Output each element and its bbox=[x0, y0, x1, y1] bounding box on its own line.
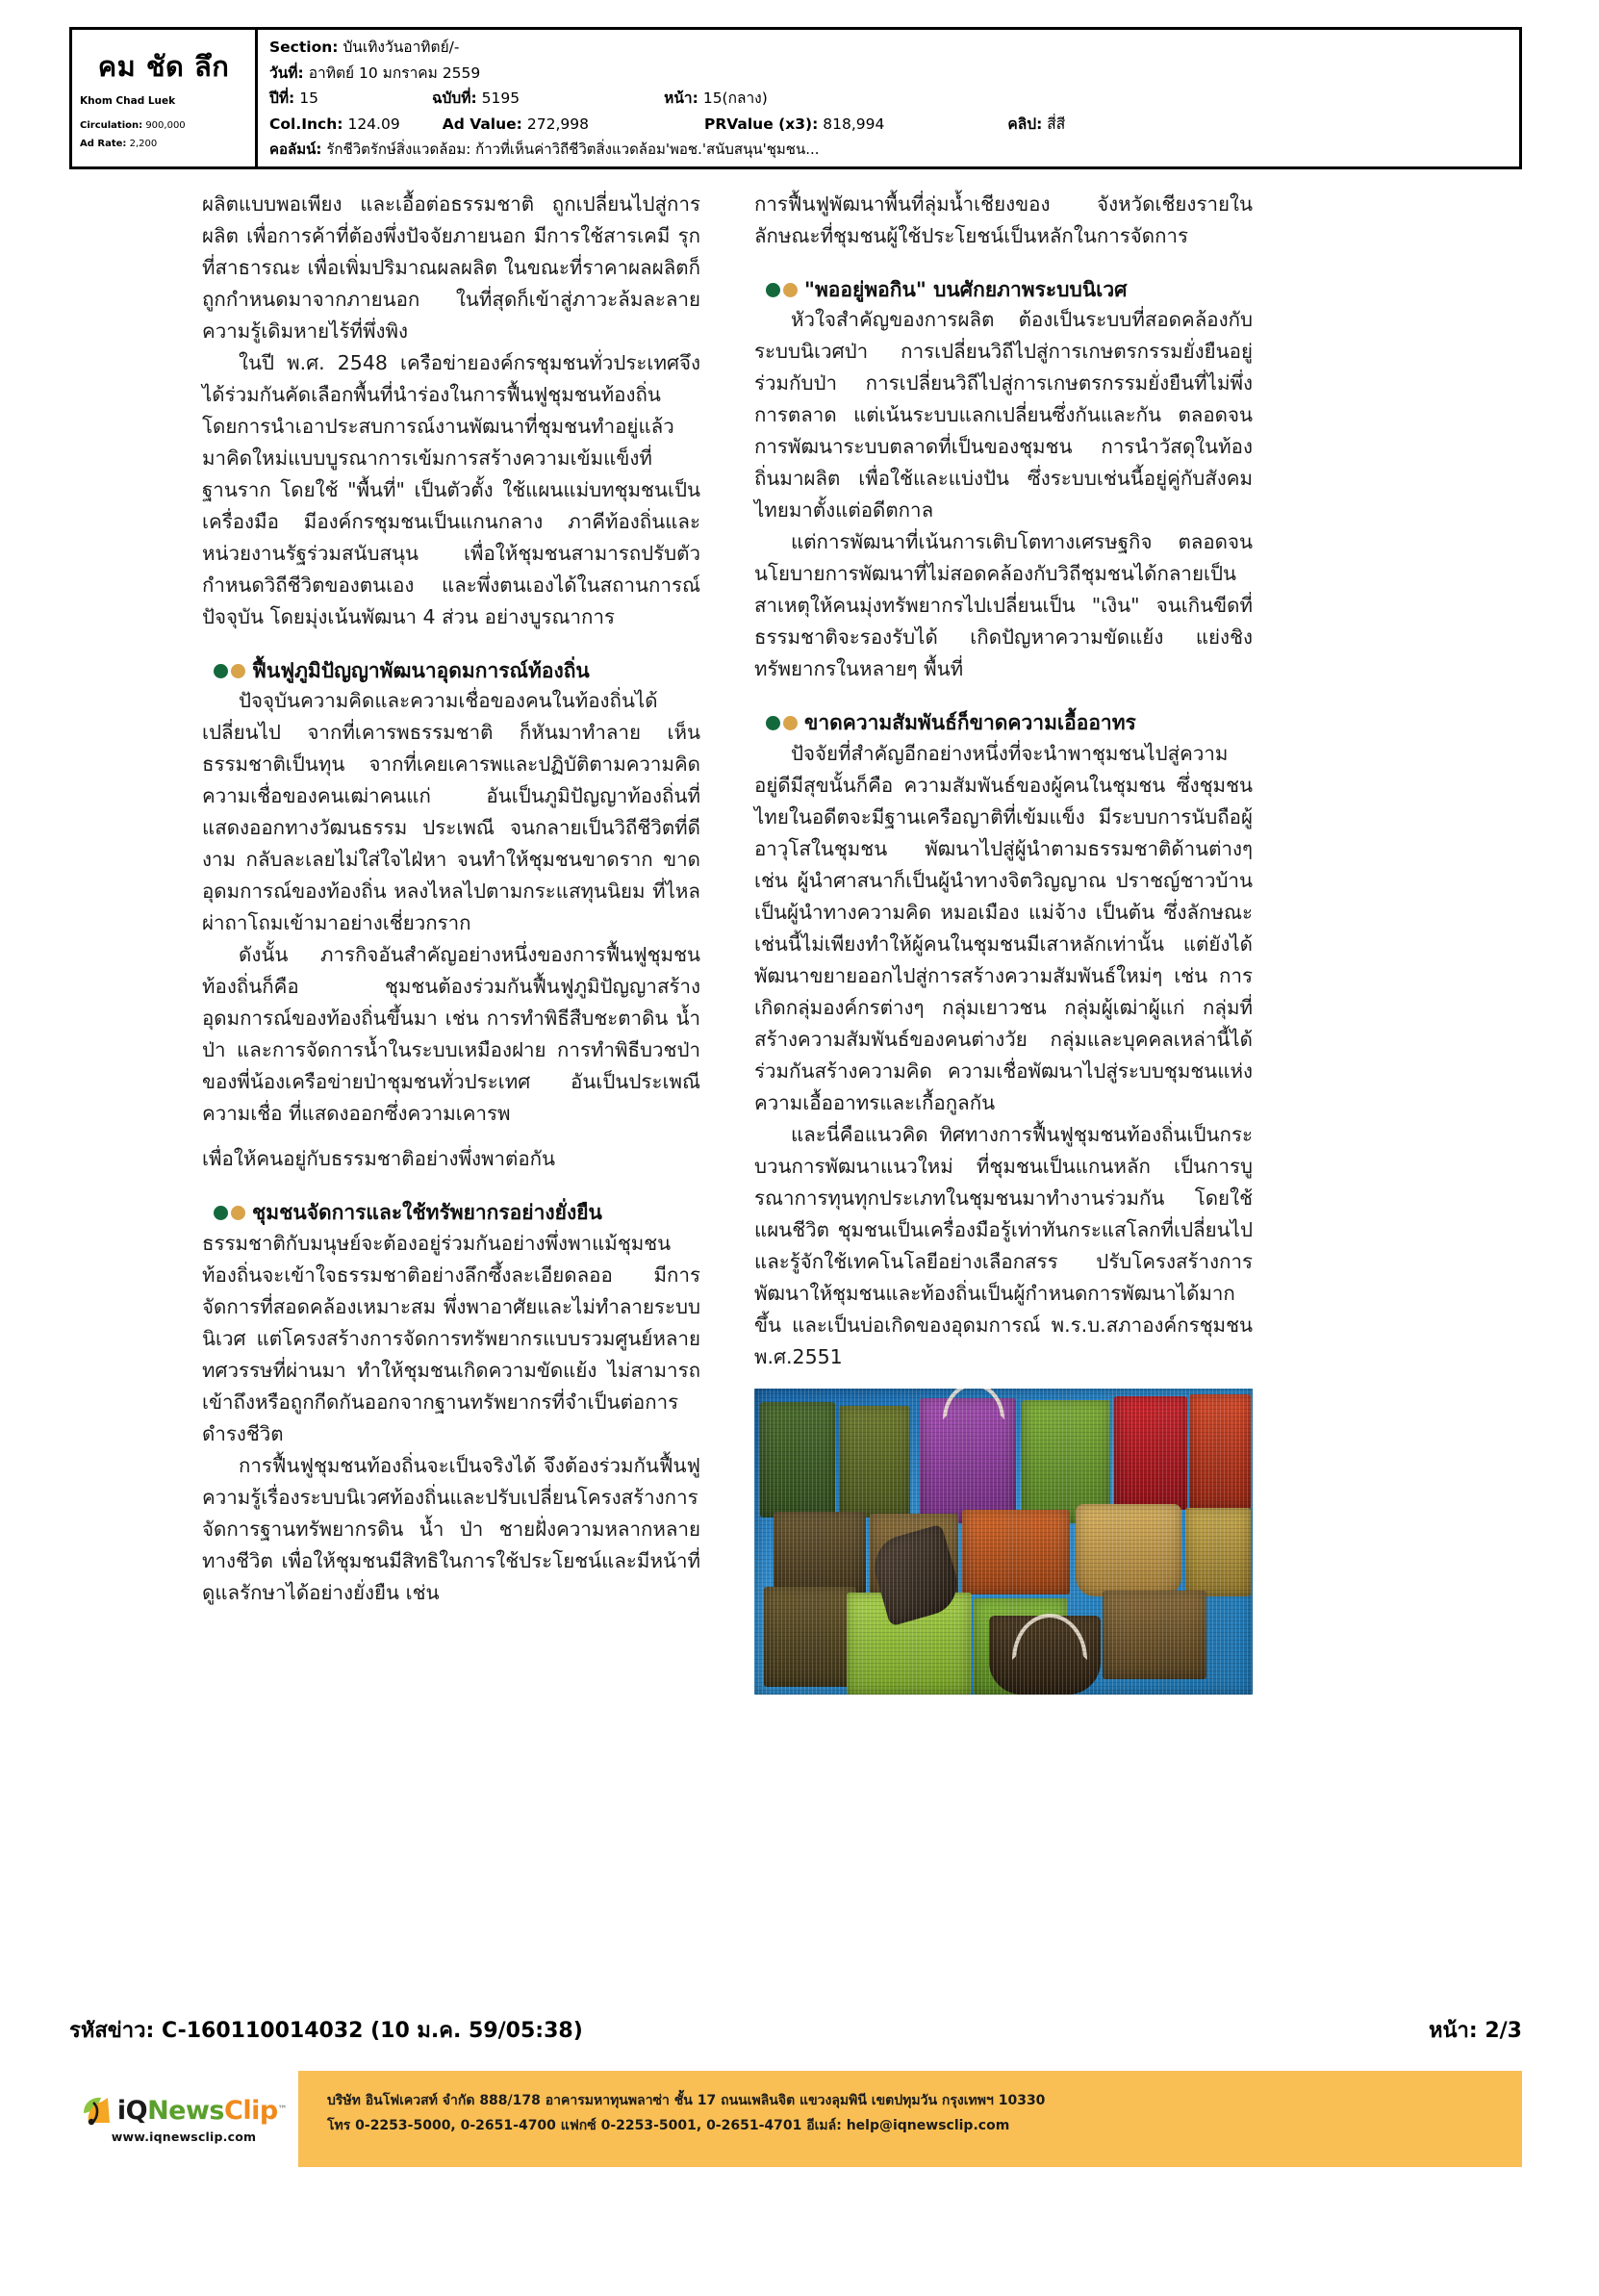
news-code bbox=[69, 2013, 583, 2047]
section-heading bbox=[202, 658, 700, 683]
photo-basket-straw bbox=[1076, 1504, 1181, 1596]
masthead-metadata bbox=[80, 114, 247, 149]
photo-bag-orangered bbox=[1189, 1394, 1251, 1510]
paragraph: ปัจจัยที่สำคัญอีกอย่างหนึ่งที่จะนำพาชุมชนไปสู่ความอยู่ดีมีสุขนั้นก็คือ ความสัมพันธ์ของผู้คนในชุมชน ซึ่งชุมชนไทยในอดีตจะมีฐานเครือญาติที่เข้มแข็ง มีระบบการนับถือผู้อาวุโสในชุมชน พัฒนาไปสู่ผู้นำตามธรรมชาติด้านต่างๆ เช่น ผู้นำศาสนาก็เป็นผู้นำทางจิตวิญญาณ ปราชญ์ชาวบ้านเป็นผู้นำทางความคิด หมอเมือง แม่จ้าง เป็นต้น ซึ่งลักษณะเช่นนี้ไม่เพียงทำให้ผู้คนในชุมชนมีเสาหลักเท่านั้น แต่ยังได้พัฒนาขยายออกไปสู่การสร้างความสัมพันธ์ใหม่ๆ เช่น การเกิดกลุ่มองค์กรต่างๆ กลุ่มเยาวชน กลุ่มผู้เฒ่าผู้แก่ กลุ่มที่สร้างความสัมพันธ์ของคนต่างวัย กลุ่มและบุคคลเหล่านี้ได้ร่วมกันสร้างความคิด ความเชื่อพัฒนาไปสู่ระบบชุมชนแห่งความเอื้ออาทรและเกื้อกูลกัน bbox=[754, 741, 1253, 1114]
clip-type-value: สี่สี bbox=[1047, 115, 1066, 133]
paragraph: ปัจจุบันความคิดและความเชื่อของคนในท้องถิ่นได้เปลี่ยนไป จากที่เคารพธรรมชาติ ก็หันมาทำลาย เห็นธรรมชาติเป็นทุน จากที่เคยเคารพและปฏิบัติตามความคิดความเชื่อของคนเฒ่าคนแก่ อันเป็นภูมิปัญญาท้องถิ่นที่แสดงออกทางวัฒนธรรม ประเพณี จนกลายเป็นวิถีชีวิตที่ดีงาม กลับละเลยไม่ใส่ใจไฝ่หา จนทำให้ชุมชนขาดราก ขาดอุดมการณ์ของท้องถิ่น หลงไหลไปตามกระแสทุนนิยม ที่ไหลผ่าถาโถมเข้ามาอย่างเชี่ยวกราก bbox=[202, 689, 700, 935]
paragraph: และนี่คือแนวคิด ทิศทางการฟื้นฟูชุมชนท้องถิ่นเป็นกระบวนการพัฒนาแนวใหม่ ที่ชุมชนเป็นแกนหลัก เป็นการบูรณาการทุนทุกประเภทในชุมชนมาทำงานร่วมกัน โดยใช้แผนชีวิต ชุมชนเป็นเครื่องมือรู้เท่าทันกระแสโลกที่เปลี่ยนไป และรู้จักใช้เทคโนโลยีอย่างเลือกสรร ปรับโครงสร้างการพัฒนาให้ชุมชนและท้องถิ่นเป็นผู้กำหนดการพัฒนาได้มากขึ้น และเป็นบ่อเกิดของอุดมการณ์ พ.ร.บ.สภาองค์กรชุมชน พ.ศ.2551 bbox=[754, 1122, 1253, 1368]
footer-page-indicator bbox=[1429, 2013, 1522, 2047]
photo-bag-olive bbox=[760, 1402, 835, 1518]
clip-type-label: คลิป: bbox=[1007, 115, 1043, 133]
orange-dot-icon bbox=[231, 1206, 245, 1220]
paragraph: ผลิตแบบพอเพียง และเอื้อต่อธรรมชาติ ถูกเปลี่ยนไปสู่การผลิต เพื่อการค้าที่ต้องพึ่งปัจจัยภายนอก มีการใช้สารเคมี รุกที่สาธารณะ เพื่อเพิ่มปริมาณผลผลิต ในขณะที่ราคาผลผลิตก็ถูกกำหนดมาจากภายนอก ในที่สุดก็เข้าสู่ภาวะล้มละลาย ความรู้เดิมหายไร้ที่พึ่งพิง bbox=[202, 192, 700, 343]
news-code-value: C-160110014032 (10 ม.ค. 59/05:38) bbox=[161, 2019, 583, 2043]
column-label: คอลัมน์: bbox=[269, 140, 322, 159]
footer-address-line1: บริษัท อินโฟเควสท์ จำกัด 888/178 อาคารมหาทุนพลาซ่า ชั้น 17 ถนนเพลินจิต แขวงลุมพินี เขตปทุมวัน กรุงเทพฯ 10330 bbox=[327, 2093, 1046, 2108]
section-label: Section: bbox=[269, 38, 339, 57]
pr-value-value: 818,994 bbox=[823, 115, 885, 133]
column-row bbox=[269, 138, 1510, 163]
date-row bbox=[269, 61, 1510, 86]
green-dot-icon bbox=[766, 716, 780, 730]
adrate-row bbox=[80, 140, 247, 150]
year-label: ปีที่: bbox=[269, 89, 295, 108]
green-dot-icon bbox=[214, 1206, 228, 1220]
photo-bag-red bbox=[1114, 1396, 1187, 1510]
section-value: บันเทิงวันอาทิตย์/- bbox=[343, 38, 460, 57]
paragraph: ธรรมชาติกับมนุษย์จะต้องอยู่ร่วมกันอย่างพึ่งพาแม้ชุมชนท้องถิ่นจะเข้าใจธรรมชาติอย่างลึกซึ้งละเอียดลออ มีการจัดการที่สอดคล้องเหมาะสม พึ่งพาอาศัยและไม่ทำลายระบบนิเวศ แต่โครงสร้างการจัดการทรัพยากรแบบรวมศูนย์หลายทศวรรษที่ผ่านมา ทำให้ชุมชนเกิดความขัดแย้ง ไม่สามารถเข้าถึงหรือถูกกีดกันออกจากฐานทรัพยากรที่จำเป็นต่อการดำรงชีวิต bbox=[202, 1231, 700, 1445]
photo-basket-front-brown bbox=[1103, 1591, 1206, 1679]
publication-logo: คม ชัด ลึก bbox=[97, 50, 230, 83]
article-column-right bbox=[754, 189, 1253, 1988]
date-value: อาทิตย์ 10 มกราคม 2559 bbox=[308, 64, 481, 82]
bullet-pair-icon bbox=[214, 1206, 245, 1220]
article-photo bbox=[754, 1389, 1253, 1695]
orange-dot-icon bbox=[783, 716, 798, 730]
ad-value-value: 272,998 bbox=[526, 115, 589, 133]
photo-bag-front-olive bbox=[764, 1587, 856, 1687]
paragraph: เพื่อให้คนอยู่กับธรรมชาติอย่างพึ่งพาต่อกัน bbox=[202, 1147, 556, 1171]
masthead-panel bbox=[72, 30, 258, 166]
section-heading-label: ขาดความสัมพันธ์ก็ขาดความเอื้ออาทร bbox=[804, 711, 1136, 735]
circulation-value: 900,000 bbox=[145, 120, 186, 132]
section-heading-label: "พออยู่พอกิน" บนศักยภาพระบบนิเวศ bbox=[804, 278, 1128, 301]
photo-canvas bbox=[754, 1389, 1253, 1695]
news-code-label: รหัสข่าว: bbox=[69, 2019, 155, 2043]
paragraph: แต่การพัฒนาที่เน้นการเติบโตทางเศรษฐกิจ ตลอดจนนโยบายการพัฒนาที่ไม่สอดคล้องกับวิถีชุมชนได้กลายเป็นสาเหตุให้คนมุ่งทรัพยากรไปเปลี่ยนเป็น "เงิน" จนเกินขีดที่ธรรมชาติจะรองรับได้ เกิดปัญหาความขัดแย้ง แย่งชิงทรัพยากรในหลายๆ พื้นที่ bbox=[754, 530, 1253, 681]
footer-page-value: 2/3 bbox=[1485, 2019, 1522, 2043]
leaf-mark-icon bbox=[81, 2094, 115, 2127]
footer-page-label: หน้า: bbox=[1428, 2019, 1478, 2043]
trademark-icon: ™ bbox=[277, 2105, 288, 2115]
page-number-value: 15(กลาง) bbox=[702, 89, 768, 108]
article-body bbox=[69, 189, 1522, 1988]
green-dot-icon bbox=[214, 664, 228, 678]
colinch-value: 124.09 bbox=[347, 115, 400, 133]
paragraph: ในปี พ.ศ. 2548 เครือข่ายองค์กรชุมชนทั่วประเทศจึงได้ร่วมกันคัดเลือกพื้นที่นำร่องในการฟื้นฟูชุมชนท้องถิ่น โดยการนำเอาประสบการณ์งานพัฒนาที่ชุมชนทำอยู่แล้ว มาคิดใหม่แบบบูรณาการเข้มการสร้างความเข้มแข็งที่ฐานราก โดยใช้ "พื้นที่" เป็นตัวตั้ง ใช้แผนแม่บทชุมชนเป็นเครื่องมือ มีองค์กรชุมชนเป็นแกนกลาง ภาคีท้องถิ่นและหน่วยงานรัฐร่วมสนับสนุน เพื่อให้ชุมชนสามารถปรับตัว กำหนดวิถีชีวิตของตนเอง และพึ่งตนเองได้ในสถานการณ์ปัจจุบัน โดยมุ่งเน้นพัฒนา 4 ส่วน อย่างบูรณาการ bbox=[202, 351, 700, 628]
paragraph: การฟื้นฟูพัฒนาพื้นที่ลุ่มน้ำเชียงของ จังหวัดเชียงรายในลักษณะที่ชุมชนผู้ใช้ประโยชน์เป็นหลักในการจัดการ bbox=[754, 192, 1253, 247]
column-value: รักชีวิตรักษ์สิ่งแวดล้อม: ก้าวที่เห็นค่าวิถีชีวิตสิ่งแวดล้อม'พอช.'สนับสนุน'ชุมชน... bbox=[326, 140, 820, 159]
section-heading bbox=[202, 1200, 700, 1225]
section-row bbox=[269, 36, 1510, 61]
section-heading bbox=[754, 277, 1253, 302]
page-number-label: หน้า: bbox=[664, 89, 698, 108]
valuation-row bbox=[269, 112, 1510, 137]
photo-bag-brown bbox=[774, 1512, 866, 1594]
photo-bag-darkgreen bbox=[839, 1406, 910, 1518]
section-heading-label: ฟื้นฟูภูมิปัญญาพัฒนาอุดมการณ์ท้องถิ่น bbox=[252, 659, 590, 682]
section-heading-label: ชุมชนจัดการและใช้ทรัพยากรอย่างยั่งยืน bbox=[252, 1201, 602, 1225]
orange-dot-icon bbox=[783, 283, 798, 297]
photo-basket-gold bbox=[1185, 1508, 1251, 1596]
clip-header-box bbox=[69, 27, 1522, 169]
orange-dot-icon bbox=[231, 664, 245, 678]
footer-info-line bbox=[69, 2013, 1522, 2047]
issue-number-value: 5195 bbox=[481, 89, 520, 108]
bullet-pair-icon bbox=[214, 664, 245, 678]
photo-bag-orange bbox=[962, 1510, 1070, 1594]
adrate-label: Ad Rate: bbox=[80, 138, 127, 149]
issue-row bbox=[269, 87, 1510, 112]
green-dot-icon bbox=[766, 283, 780, 297]
footer-bar bbox=[69, 2071, 1522, 2167]
bullet-pair-icon bbox=[766, 283, 798, 297]
section-heading bbox=[754, 710, 1253, 735]
clip-metadata-panel bbox=[258, 30, 1519, 166]
bullet-pair-icon bbox=[766, 716, 798, 730]
article-column-left bbox=[202, 189, 700, 1988]
issue-number-label: ฉบับที่: bbox=[432, 89, 477, 108]
paragraph: การฟื้นฟูชุมชนท้องถิ่นจะเป็นจริงได้ จึงต้องร่วมกันฟื้นฟูความรู้เรื่องระบบนิเวศท้องถิ่นและปรับเปลี่ยนโครงสร้างการจัดการฐานทรัพยากรดิน น้ำ ป่า ชายฝั่งความหลากหลายทางชีวิต เพื่อให้ชุมชนมีสิทธิในการใช้ประโยชน์และมีหน้าที่ดูแลรักษาได้อย่างยั่งยืน เช่น bbox=[202, 1453, 700, 1604]
logo-text-iq: iQ bbox=[116, 2095, 148, 2126]
iqnewsclip-logo bbox=[69, 2071, 298, 2167]
footer-address-line2: โทร 0-2253-5000, 0-2651-4700 แฟกซ์ 0-2253-5001, 0-2651-4701 อีเมล์: help@iqnewsclip.com bbox=[327, 2118, 1010, 2133]
photo-handle-icon bbox=[943, 1389, 1004, 1419]
year-value: 15 bbox=[299, 89, 318, 108]
paragraph: หัวใจสำคัญของการผลิต ต้องเป็นระบบที่สอดคล้องกับระบบนิเวศป่า การเปลี่ยนวิถีไปสู่การเกษตรกรรมยั่งยืนอยู่ร่วมกับป่า การเปลี่ยนวิถีไปสู่การเกษตรกรรมยั่งยืนที่ไม่พึ่งการตลาด แต่เน้นระบบแลกเปลี่ยนซึ่งกันและกัน ตลอดจนการพัฒนาระบบตลาดที่เป็นของชุมชน การนำวัสดุในท้องถิ่นมาผลิต เพื่อใช้และแบ่งปัน ซึ่งระบบเช่นนี้อยู่คู่กับสังคมไทยมาตั้งแต่อดีตกาล bbox=[754, 308, 1253, 523]
adrate-value: 2,200 bbox=[129, 138, 158, 149]
pr-value-label: PRValue (x3): bbox=[703, 115, 819, 133]
colinch-label: Col.Inch: bbox=[269, 115, 343, 133]
logo-text-news: News bbox=[147, 2095, 224, 2126]
ad-value-label: Ad Value: bbox=[442, 115, 522, 133]
circulation-label: Circulation: bbox=[80, 120, 143, 132]
logo-text-clip: Clip bbox=[224, 2095, 278, 2126]
logo-website-url: www.iqnewsclip.com bbox=[111, 2130, 257, 2144]
date-label: วันที่: bbox=[269, 64, 304, 82]
footer-address bbox=[298, 2071, 1522, 2167]
publication-name-en: Khom Chad Luek bbox=[80, 95, 176, 108]
circulation-row bbox=[80, 121, 247, 132]
logo-wordmark bbox=[81, 2094, 287, 2127]
paragraph: ดังนั้น ภารกิจอันสำคัญอย่างหนึ่งของการฟื้นฟูชุมชนท้องถิ่นก็คือ ชุมชนต้องร่วมกันฟื้นฟูภูมิปัญญาสร้างอุดมการณ์ของท้องถิ่นขึ้นมา เช่น การทำพิธีสืบชะตาดิน น้ำ ป่า และการจัดการน้ำในระบบเหมืองฝาย การทำพิธีบวชป่าของพี่น้องเครือข่ายป่าชุมชนทั่วประเทศ อันเป็นประเพณีความเชื่อ ที่แสดงออกซึ่งความเคารพ bbox=[202, 943, 700, 1126]
